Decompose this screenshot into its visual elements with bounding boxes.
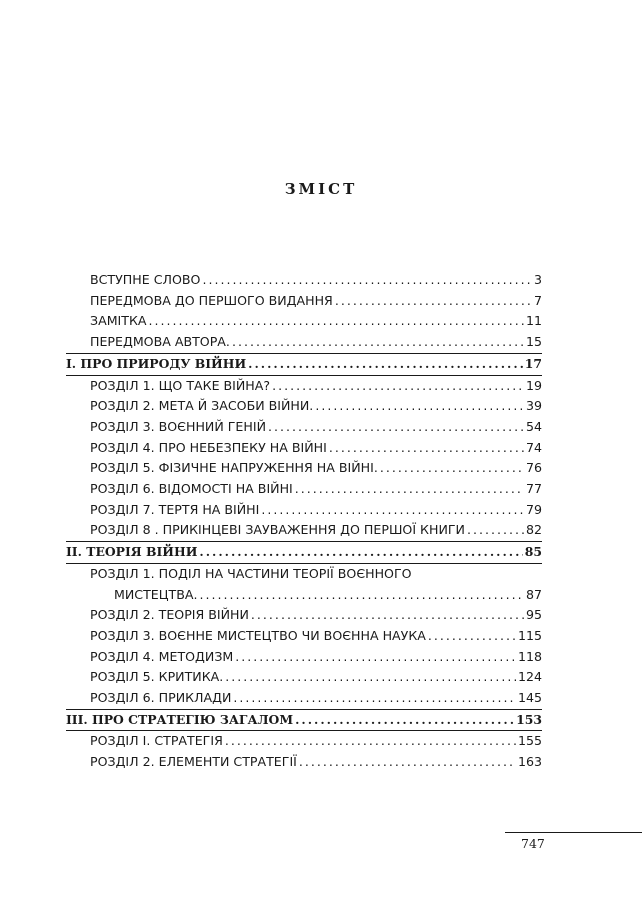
toc-chapter[interactable] xyxy=(66,688,542,709)
toc-chapter[interactable] xyxy=(66,626,542,647)
page-title: ЗМІСТ xyxy=(284,180,358,198)
toc-leader-dots xyxy=(235,647,516,668)
toc-entry-label: РОЗДІЛ 5. КРИТИКА. xyxy=(90,669,224,685)
toc-leader-dots xyxy=(199,542,522,563)
toc-leader-dots xyxy=(225,731,516,752)
toc-entry-preface-first-edition[interactable] xyxy=(66,291,542,312)
toc-chapter[interactable] xyxy=(66,417,542,438)
toc-leader-dots xyxy=(268,417,524,438)
toc-entry-page: 7 xyxy=(533,292,542,308)
table-of-contents xyxy=(66,270,542,773)
toc-part-label: I. ПРО ПРИРОДУ ВІЙНИ xyxy=(66,355,247,371)
toc-leader-dots xyxy=(261,500,524,521)
toc-entry-page: 163 xyxy=(517,754,542,770)
toc-entry-page: 124 xyxy=(517,669,542,685)
toc-entry-label: ВСТУПНЕ СЛОВО xyxy=(90,272,201,287)
toc-entry-label: ПЕРЕДМОВА ДО ПЕРШОГО ВИДАННЯ xyxy=(90,292,333,308)
toc-leader-dots xyxy=(335,291,532,312)
toc-entry-label: РОЗДІЛ 4. ПРО НЕБЕЗПЕКУ НА ВІЙНІ xyxy=(90,439,327,455)
toc-entry-label-continuation: МИСТЕЦТВА. xyxy=(114,586,198,602)
toc-leader-dots xyxy=(225,667,516,688)
toc-entry-page: 74 xyxy=(525,439,542,455)
toc-entry-page: 155 xyxy=(517,733,542,749)
toc-leader-dots xyxy=(295,479,524,500)
toc-part-label: III. ПРО СТРАТЕГІЮ ЗАГАЛОМ xyxy=(66,711,294,727)
toc-part-page: 17 xyxy=(524,355,542,371)
toc-entry-label: РОЗДІЛ 6. ВІДОМОСТІ НА ВІЙНІ xyxy=(90,481,293,497)
toc-entry-page: 39 xyxy=(525,398,542,414)
toc-part-1[interactable] xyxy=(66,354,542,375)
toc-chapter[interactable] xyxy=(66,396,542,417)
toc-entry-label: РОЗДІЛ 1. ЩО ТАКЕ ВІЙНА? xyxy=(90,377,271,393)
toc-chapter[interactable] xyxy=(66,667,542,688)
toc-part-page: 153 xyxy=(516,711,542,727)
toc-chapter[interactable] xyxy=(66,479,542,500)
toc-entry-page: 19 xyxy=(525,377,542,393)
toc-leader-dots xyxy=(248,354,523,375)
toc-chapter[interactable] xyxy=(66,520,542,541)
toc-leader-dots xyxy=(329,438,524,459)
toc-leader-dots xyxy=(299,752,516,773)
toc-leader-dots xyxy=(202,270,532,291)
toc-part-2[interactable] xyxy=(66,542,542,563)
toc-chapter[interactable] xyxy=(66,438,542,459)
toc-chapter[interactable] xyxy=(66,500,542,521)
toc-leader-dots xyxy=(315,396,524,417)
toc-entry-label: РОЗДІЛ 4. МЕТОДИЗМ xyxy=(90,648,234,664)
toc-chapter[interactable] xyxy=(66,376,542,397)
toc-entry-page: 115 xyxy=(517,627,542,643)
toc-entry-label: РОЗДІЛ 1. ПОДІЛ НА ЧАСТИНИ ТЕОРІЇ ВОЄННОГО xyxy=(90,565,412,581)
toc-leader-dots xyxy=(199,585,524,606)
toc-entry-page: 76 xyxy=(525,460,542,476)
toc-chapter-continuation[interactable] xyxy=(66,585,542,606)
toc-leader-dots xyxy=(149,311,524,332)
toc-entry-label: РОЗДІЛ 3. ВОЄННЕ МИСТЕЦТВО ЧИ ВОЄННА НАУКА xyxy=(90,627,426,643)
page-number: 747 xyxy=(521,836,545,851)
toc-leader-dots xyxy=(251,605,524,626)
toc-leader-dots xyxy=(380,458,524,479)
toc-entry-label: РОЗДІЛ 2. ЕЛЕМЕНТИ СТРАТЕГІЇ xyxy=(90,754,297,770)
toc-entry-page: 79 xyxy=(525,501,542,517)
toc-chapter[interactable] xyxy=(66,731,542,752)
toc-entry-page: 82 xyxy=(525,522,542,538)
toc-chapter[interactable] xyxy=(66,458,542,479)
toc-entry-page: 54 xyxy=(525,418,542,434)
toc-entry-label: РОЗДІЛ 5. ФІЗИЧНЕ НАПРУЖЕННЯ НА ВІЙНІ. xyxy=(90,460,378,476)
toc-chapter[interactable] xyxy=(66,647,542,668)
toc-entry-label: РОЗДІЛ 3. ВОЄННИЙ ГЕНІЙ xyxy=(90,418,266,434)
toc-chapter[interactable] xyxy=(66,564,542,585)
toc-entry-page: 95 xyxy=(525,607,542,623)
toc-entry-intro[interactable] xyxy=(66,270,542,291)
toc-chapter[interactable] xyxy=(66,605,542,626)
footer-rule xyxy=(505,832,642,833)
toc-entry-label: РОЗДІЛ 2. ТЕОРІЯ ВІЙНИ xyxy=(90,607,249,623)
toc-entry-page: 145 xyxy=(517,690,542,706)
toc-entry-page: 11 xyxy=(525,313,542,329)
toc-entry-author-preface[interactable] xyxy=(66,332,542,353)
toc-part-3[interactable] xyxy=(66,710,542,731)
toc-leader-dots xyxy=(232,332,524,353)
toc-leader-dots xyxy=(233,688,516,709)
toc-entry-label: ЗАМІТКА xyxy=(90,313,147,329)
toc-entry-label: РОЗДІЛ 8 . ПРИКІНЦЕВІ ЗАУВАЖЕННЯ ДО ПЕРШОЇ КНИГИ xyxy=(90,522,465,538)
toc-leader-dots xyxy=(272,376,524,397)
toc-entry-page: 15 xyxy=(525,334,542,350)
toc-entry-label: РОЗДІЛ 6. ПРИКЛАДИ xyxy=(90,690,232,706)
toc-part-page: 85 xyxy=(524,544,542,560)
toc-leader-dots xyxy=(467,520,524,541)
toc-entry-label: РОЗДІЛ I. СТРАТЕГІЯ xyxy=(90,733,223,749)
toc-entry-label: РОЗДІЛ 7. ТЕРТЯ НА ВІЙНІ xyxy=(90,501,260,517)
toc-entry-label: РОЗДІЛ 2. МЕТА Й ЗАСОБИ ВІЙНИ. xyxy=(90,398,314,414)
toc-entry-page: 87 xyxy=(525,586,542,602)
toc-leader-dots xyxy=(428,626,516,647)
toc-leader-dots xyxy=(295,710,514,731)
toc-entry-page: 77 xyxy=(525,481,542,497)
toc-entry-page: 118 xyxy=(517,648,542,664)
toc-entry-label: ПЕРЕДМОВА АВТОРА. xyxy=(90,334,230,350)
toc-chapter[interactable] xyxy=(66,752,542,773)
toc-entry-note[interactable] xyxy=(66,311,542,332)
toc-entry-page: 3 xyxy=(533,272,542,287)
toc-part-label: II. ТЕОРІЯ ВІЙНИ xyxy=(66,544,198,560)
